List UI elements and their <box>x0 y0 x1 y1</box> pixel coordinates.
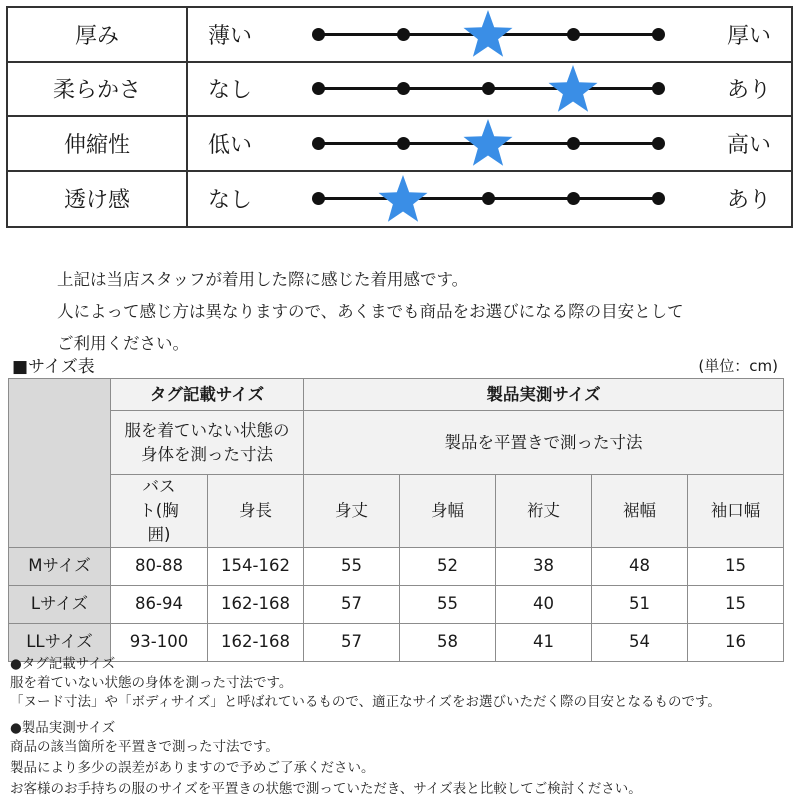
table-row <box>9 585 784 623</box>
table-cell: 162-168 <box>208 585 304 623</box>
feel-low-label: 低い <box>208 132 253 158</box>
footnote-actual-heading: ●製品実測サイズ <box>10 720 116 736</box>
actual-size-header: 製品実測サイズ <box>304 379 784 411</box>
table-cell: 15 <box>688 547 784 585</box>
table-cell: 52 <box>400 547 496 585</box>
table-cell: 162-168 <box>208 623 304 661</box>
table-cell: 16 <box>688 623 784 661</box>
col-header-length: 身丈 <box>304 475 400 548</box>
feel-row <box>8 117 791 172</box>
note-line-2: 人によって感じ方は異なりますので、あくまでも商品をお選びになる際の目安として <box>57 302 684 321</box>
table-row <box>9 547 784 585</box>
feel-table <box>6 6 793 228</box>
feel-label: 伸縮性 <box>8 117 188 170</box>
scale-dot <box>567 28 580 41</box>
table-cell: 40 <box>496 585 592 623</box>
footnote-line: 製品により多少の誤差がありますので予めご了承ください。 <box>10 760 375 776</box>
col-header-hem: 裾幅 <box>592 475 688 548</box>
feel-label: 透け感 <box>8 172 188 227</box>
row-header-ll: LLサイズ <box>9 623 111 661</box>
scale-dot <box>312 137 325 150</box>
feel-row <box>8 63 791 118</box>
table-row <box>9 623 784 661</box>
table-cell: 15 <box>688 585 784 623</box>
size-table-title: ■サイズ表 <box>12 357 95 377</box>
table-cell: 86-94 <box>111 585 208 623</box>
table-cell: 55 <box>304 547 400 585</box>
size-table <box>8 378 784 662</box>
star-icon <box>378 174 428 222</box>
scale-dot <box>652 192 665 205</box>
scale-dot <box>397 28 410 41</box>
note-line-1: 上記は当店スタッフが着用した際に感じた着用感です。 <box>57 270 469 289</box>
feel-high-label: あり <box>726 188 771 214</box>
table-cell: 54 <box>592 623 688 661</box>
table-cell: 57 <box>304 623 400 661</box>
scale-dot <box>482 82 495 95</box>
tag-size-description: 服を着ていない状態の身体を測った寸法 <box>111 411 304 475</box>
footnote-line: 「ヌード寸法」や「ボディサイズ」と呼ばれているもので、適正なサイズをお選びいただく際の目安となるものです。 <box>10 694 721 710</box>
tag-size-header: タグ記載サイズ <box>111 379 304 411</box>
scale-dot <box>397 82 410 95</box>
footnote-line: お客様のお手持ちの服のサイズを平置きの状態で測っていただき、サイズ表と比較してご検討ください。 <box>10 781 642 797</box>
footnote-line: 服を着ていない状態の身体を測った寸法です。 <box>10 675 293 691</box>
scale-dot <box>312 28 325 41</box>
feel-scale <box>312 63 664 116</box>
table-cell: 154-162 <box>208 547 304 585</box>
feel-label: 柔らかさ <box>8 63 188 116</box>
feel-low-label: なし <box>208 188 253 214</box>
table-cell: 57 <box>304 585 400 623</box>
col-header-cuff: 袖口幅 <box>688 475 784 548</box>
size-table-unit: (単位：cm) <box>698 357 778 375</box>
feel-row <box>8 8 791 63</box>
col-header-bust: バスト(胸囲) <box>111 475 208 548</box>
col-header-height: 身長 <box>208 475 304 548</box>
table-cell: 80-88 <box>111 547 208 585</box>
star-icon <box>548 64 598 112</box>
table-cell: 58 <box>400 623 496 661</box>
feel-row <box>8 172 791 227</box>
feel-high-label: 高い <box>726 132 771 158</box>
table-cell: 55 <box>400 585 496 623</box>
feel-low-label: 薄い <box>208 23 253 49</box>
table-cell: 41 <box>496 623 592 661</box>
scale-dot <box>482 192 495 205</box>
col-header-width: 身幅 <box>400 475 496 548</box>
table-cell: 51 <box>592 585 688 623</box>
footnote-line: 商品の該当箇所を平置きで測った寸法です。 <box>10 739 279 755</box>
scale-dot <box>312 82 325 95</box>
feel-scale <box>312 117 664 170</box>
table-cell: 48 <box>592 547 688 585</box>
feel-high-label: あり <box>726 78 771 104</box>
feel-scale <box>312 8 664 61</box>
footnote-tag-heading: ●タグ記載サイズ <box>10 656 116 672</box>
feel-label: 厚み <box>8 8 188 61</box>
feel-low-label: なし <box>208 78 253 104</box>
scale-dot <box>652 82 665 95</box>
row-header-l: Lサイズ <box>9 585 111 623</box>
scale-dot <box>312 192 325 205</box>
scale-dot <box>397 137 410 150</box>
table-cell: 38 <box>496 547 592 585</box>
feel-high-label: 厚い <box>726 23 771 49</box>
note-line-3: ご利用ください。 <box>57 334 189 353</box>
star-icon <box>463 9 513 57</box>
size-table-corner <box>9 379 111 548</box>
feel-scale <box>312 172 664 227</box>
table-cell: 93-100 <box>111 623 208 661</box>
actual-size-description: 製品を平置きで測った寸法 <box>304 411 784 475</box>
scale-dot <box>567 137 580 150</box>
scale-dot <box>567 192 580 205</box>
col-header-sleeve: 裄丈 <box>496 475 592 548</box>
star-icon <box>463 118 513 166</box>
scale-dot <box>652 28 665 41</box>
scale-dot <box>652 137 665 150</box>
row-header-m: Mサイズ <box>9 547 111 585</box>
